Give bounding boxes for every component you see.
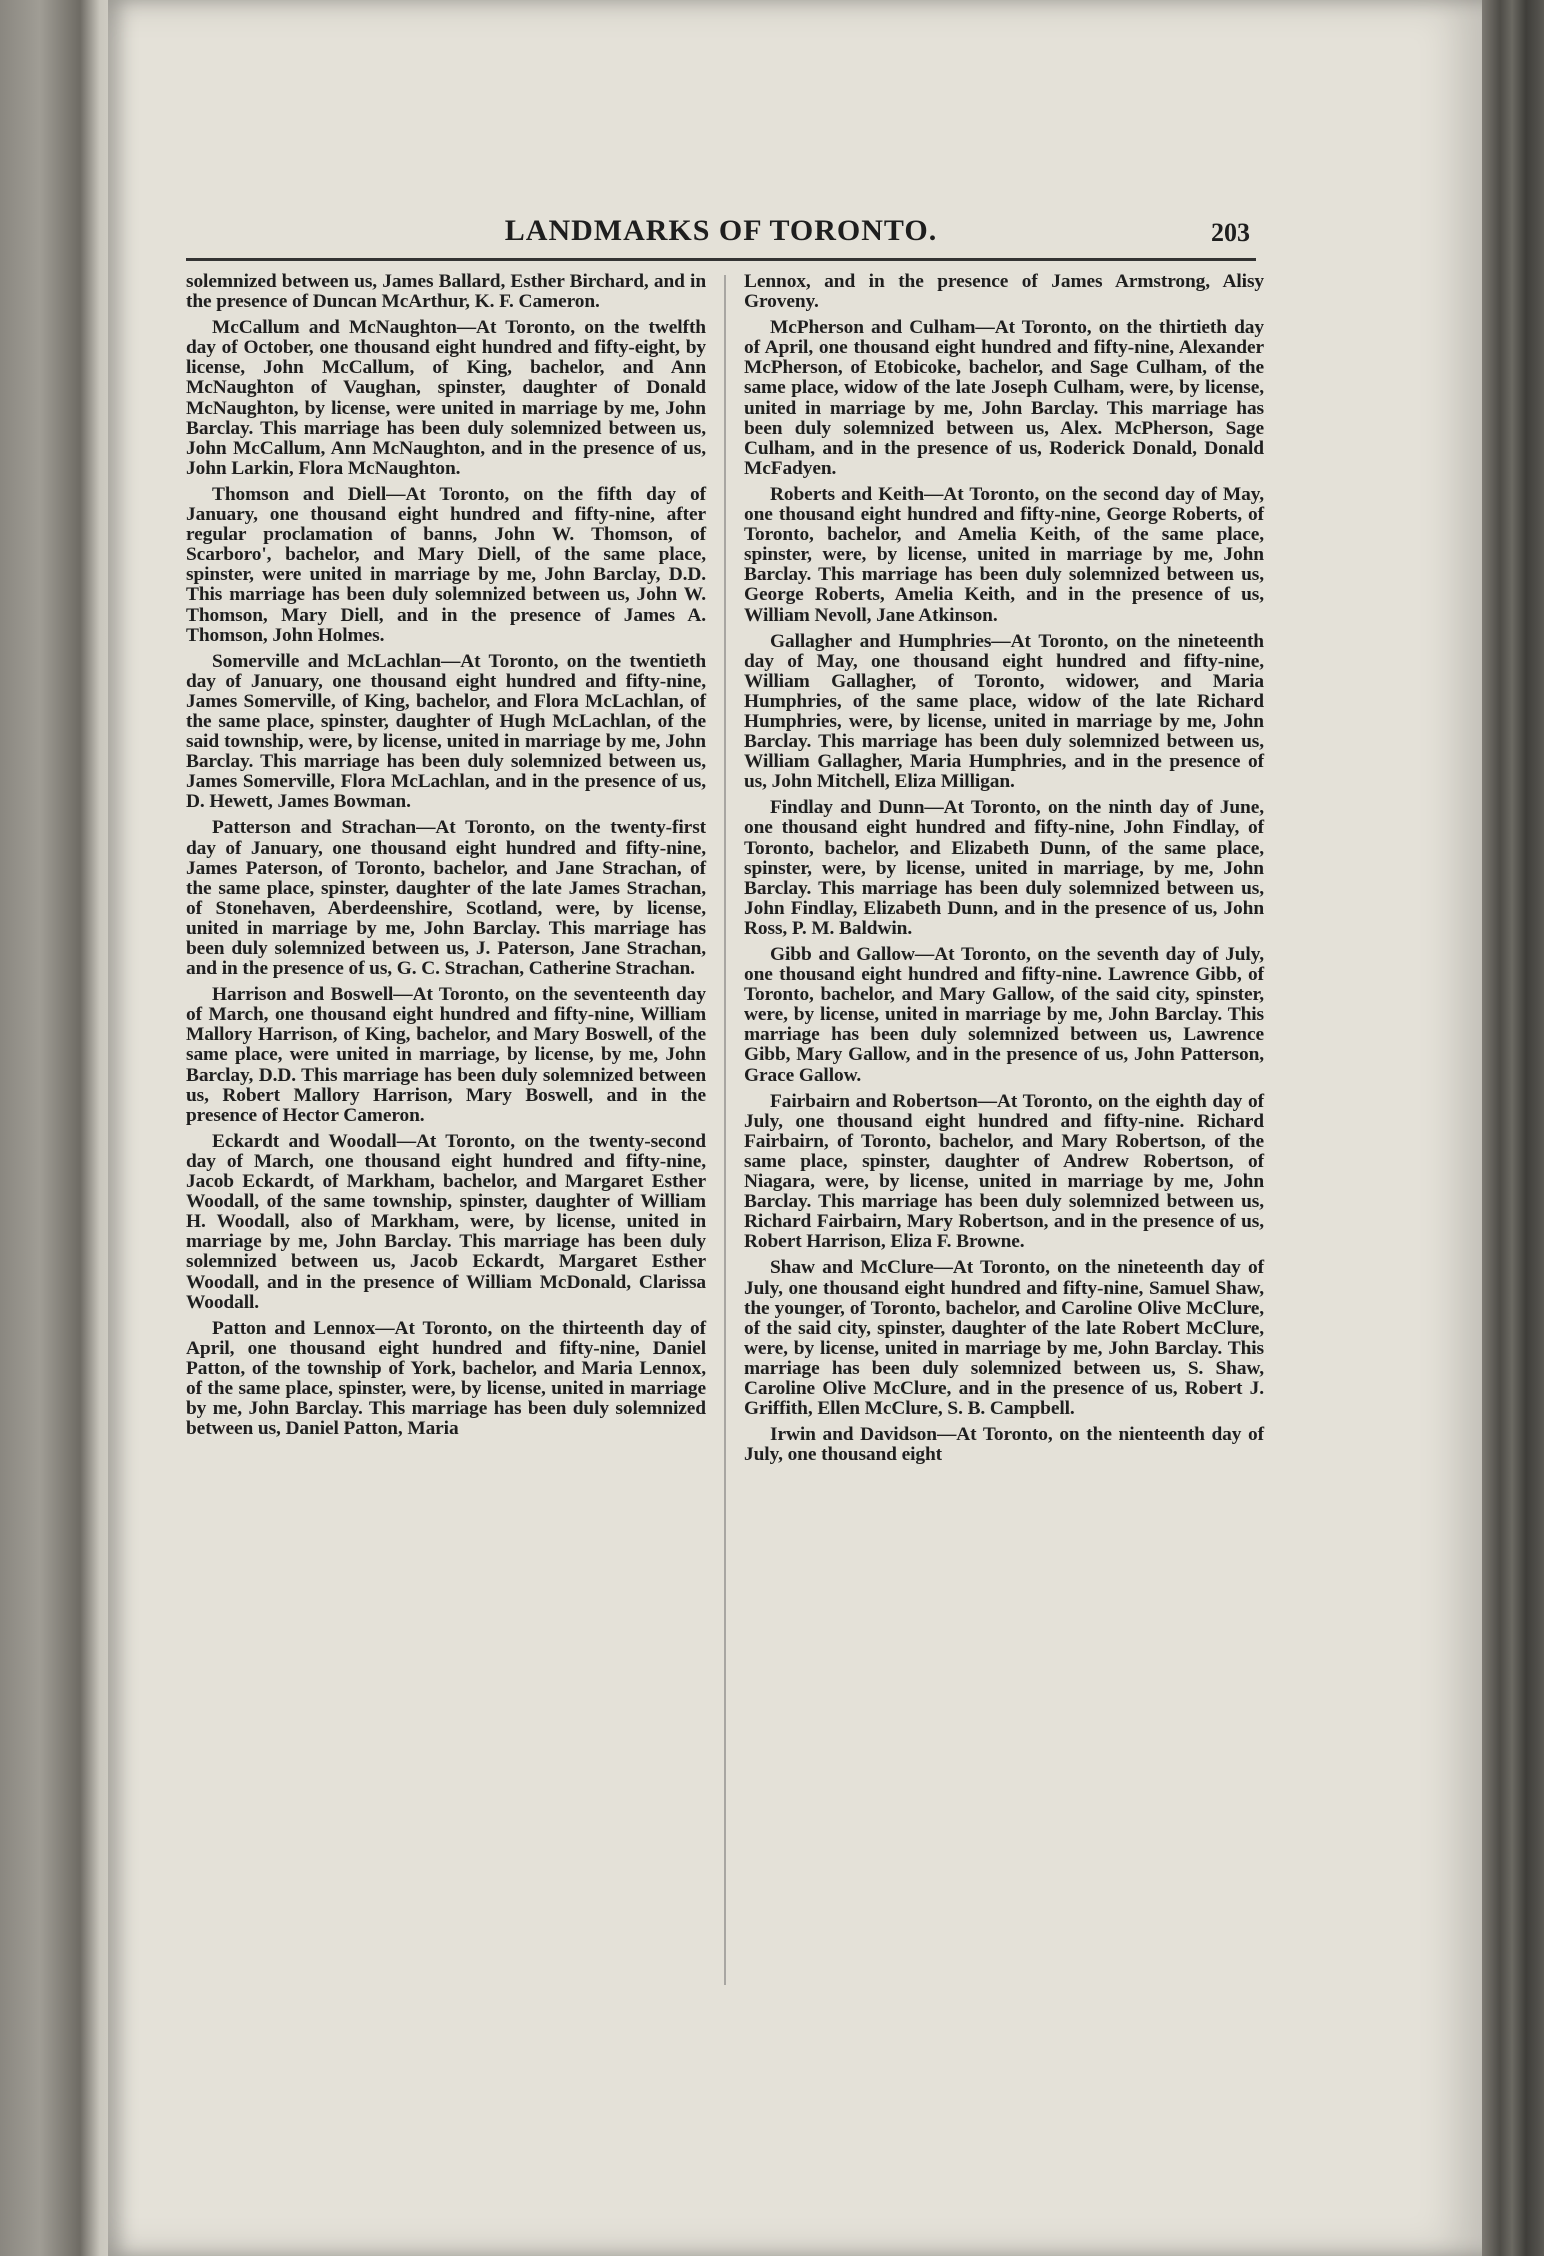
paragraph: Fairbairn and Robertson—At Toronto, on the eighth day of July, one thousand eight hundred and fifty-nine. Richard Fairbairn, of Toronto, bachelor, and Mary Robertson, of the same place, spinster, daughter of Andrew Robertson, of Niagara, were, by license, united in marriage by me, John Barclay. This marriage has been duly solemnized between us, Richard Fairbairn, Mary Robertson, and in the presence of us, Robert Harrison, Eliza F. Browne. xyxy=(744,1090,1264,1253)
column-divider xyxy=(724,275,726,1985)
paragraph: Gibb and Gallow—At Toronto, on the seventh day of July, one thousand eight hundred and fifty-nine. Lawrence Gibb, of Toronto, bachelor, and Mary Gallow, of the said city, spinster, were, by license, united in marriage by me, John Barclay. This marriage has been duly solemnized between us, Lawrence Gibb, Mary Gallow, and in the presence of us, John Patterson, Grace Gallow. xyxy=(744,944,1264,1086)
paragraph: McCallum and McNaughton—At Toronto, on the twelfth day of October, one thousand eight hundred and fifty-eight, by license, John McCallum, of King, bachelor, and Ann McNaughton of Vaughan, spinster, daughter of Donald McNaughton, by license, were united in marriage by me, John Barclay. This marriage has been duly solemnized between us, John McCallum, Ann McNaughton, and in the presence of us, John Larkin, Flora McNaughton. xyxy=(186,317,706,479)
paragraph: Gallagher and Humphries—At Toronto, on the nineteenth day of May, one thousand eight hundred and fifty-nine, William Gallagher, of Toronto, widower, and Maria Humphries, of the same place, widow of the late Richard Humphries, were, by license, united in marriage by me, John Barclay. This marriage has been duly solemnized between us, William Gallagher, Maria Humphries, and in the presence of us, John Mitchell, Eliza Milligan. xyxy=(744,630,1264,793)
page-number: 203 xyxy=(1211,218,1250,247)
paragraph: Roberts and Keith—At Toronto, on the second day of May, one thousand eight hundred and fifty-nine, George Roberts, of Toronto, bachelor, and Amelia Keith, of the same place, spinster, were, by license, united in marriage by me, John Barclay. This marriage has been duly solemnized between us, George Roberts, Amelia Keith, and in the presence of us, William Nevoll, Jane Atkinson. xyxy=(744,483,1264,626)
paragraph: Findlay and Dunn—At Toronto, on the ninth day of June, one thousand eight hundred and fifty-nine, John Findlay, of Toronto, bachelor, and Elizabeth Dunn, of the same place, spinster, were, by license, united in marriage, by me, John Barclay. This marriage has been duly solemnized between us, John Findlay, Elizabeth Dunn, and in the presence of us, John Ross, P. M. Baldwin. xyxy=(744,797,1264,939)
paragraph: Patton and Lennox—At Toronto, on the thirteenth day of April, one thousand eight hundred and fifty-nine, Daniel Patton, of the township of York, bachelor, and Maria Lennox, of the same place, spinster, were, by license, united in marriage by me, John Barclay. This marriage has been duly solemnized between us, Daniel Patton, Maria xyxy=(186,1317,706,1440)
paragraph: Shaw and McClure—At Toronto, on the nineteenth day of July, one thousand eight hundred and fifty-nine, Samuel Shaw, the younger, of Toronto, bachelor, and Caroline Olive McClure, of the said city, spinster, daughter of the late Robert McClure, were, by license, united in marriage by me, John Barclay. This marriage has been duly solemnized between us, S. Shaw, Caroline Olive McClure, and in the presence of us, Robert J. Griffith, Ellen McClure, S. B. Campbell. xyxy=(744,1257,1264,1420)
paragraph: Somerville and McLachlan—At Toronto, on the twentieth day of January, one thousand eight hundred and fifty-nine, James Somerville, of King, bachelor, and Flora McLachlan, of the same place, spinster, daughter of Hugh McLachlan, of the said township, were, by license, united in marriage by me, John Barclay. This marriage has been duly solemnized between us, James Somerville, Flora McLachlan, and in the presence of us, D. Hewett, James Bowman. xyxy=(186,650,706,813)
running-title: LANDMARKS OF TORONTO. xyxy=(504,214,938,247)
paragraph: Harrison and Boswell—At Toronto, on the seventeenth day of March, one thousand eight hundred and fifty-nine, William Mallory Harrison, of King, bachelor, and Mary Boswell, of the same place, were united in marriage, by license, by me, John Barclay, D.D. This marriage has been duly solemnized between us, Robert Mallory Harrison, Mary Boswell, and in the presence of Hector Cameron. xyxy=(186,984,706,1126)
left-column xyxy=(186,272,706,1445)
paragraph: Thomson and Diell—At Toronto, on the fifth day of January, one thousand eight hundred and fifty-nine, after regular proclamation of banns, John W. Thomson, of Scarboro', bachelor, and Mary Diell, of the same place, spinster, were united in marriage by me, John Barclay, D.D. This marriage has been duly solemnized between us, John W. Thomson, Mary Diell, and in the presence of James A. Thomson, John Holmes. xyxy=(186,483,706,646)
paragraph: Eckardt and Woodall—At Toronto, on the twenty-second day of March, one thousand eight hundred and fifty-nine, Jacob Eckardt, of Markham, bachelor, and Margaret Esther Woodall, of the same township, spinster, daughter of William H. Woodall, also of Markham, were, by license, united in marriage by me, John Barclay. This marriage has been duly solemnized between us, Jacob Eckardt, Margaret Esther Woodall, and in the presence of William McDonald, Clarissa Woodall. xyxy=(186,1130,706,1313)
paragraph: Patterson and Strachan—At Toronto, on the twenty-first day of January, one thousand eight hundred and fifty-nine, James Paterson, of Toronto, bachelor, and Jane Strachan, of the same place, spinster, daughter of the late James Strachan, of Stonehaven, Aberdeenshire, Scotland, were, by license, united in marriage by me, John Barclay. This marriage has been duly solemnized between us, J. Paterson, Jane Strachan, and in the presence of us, G. C. Strachan, Catherine Strachan. xyxy=(186,817,706,980)
paragraph: McPherson and Culham—At Toronto, on the thirtieth day of April, one thousand eight hundred and fifty-nine, Alexander McPherson, of Etobicoke, bachelor, and Sage Culham, of the same place, widow of the late Joseph Culham, were, by license, united in marriage by me, John Barclay. This marriage has been duly solemnized between us, Alex. McPherson, Sage Culham, and in the presence of us, Roderick Donald, Donald McFadyen. xyxy=(744,317,1264,479)
book-edge xyxy=(1482,0,1544,2256)
page-header xyxy=(186,210,1256,261)
right-column xyxy=(744,272,1264,1471)
paragraph: Irwin and Davidson—At Toronto, on the nienteenth day of July, one thousand eight xyxy=(744,1424,1264,1466)
paragraph: solemnized between us, James Ballard, Esther Birchard, and in the presence of Duncan McArthur, K. F. Cameron. xyxy=(186,271,706,313)
paragraph: Lennox, and in the presence of James Armstrong, Alisy Groveny. xyxy=(744,271,1264,313)
